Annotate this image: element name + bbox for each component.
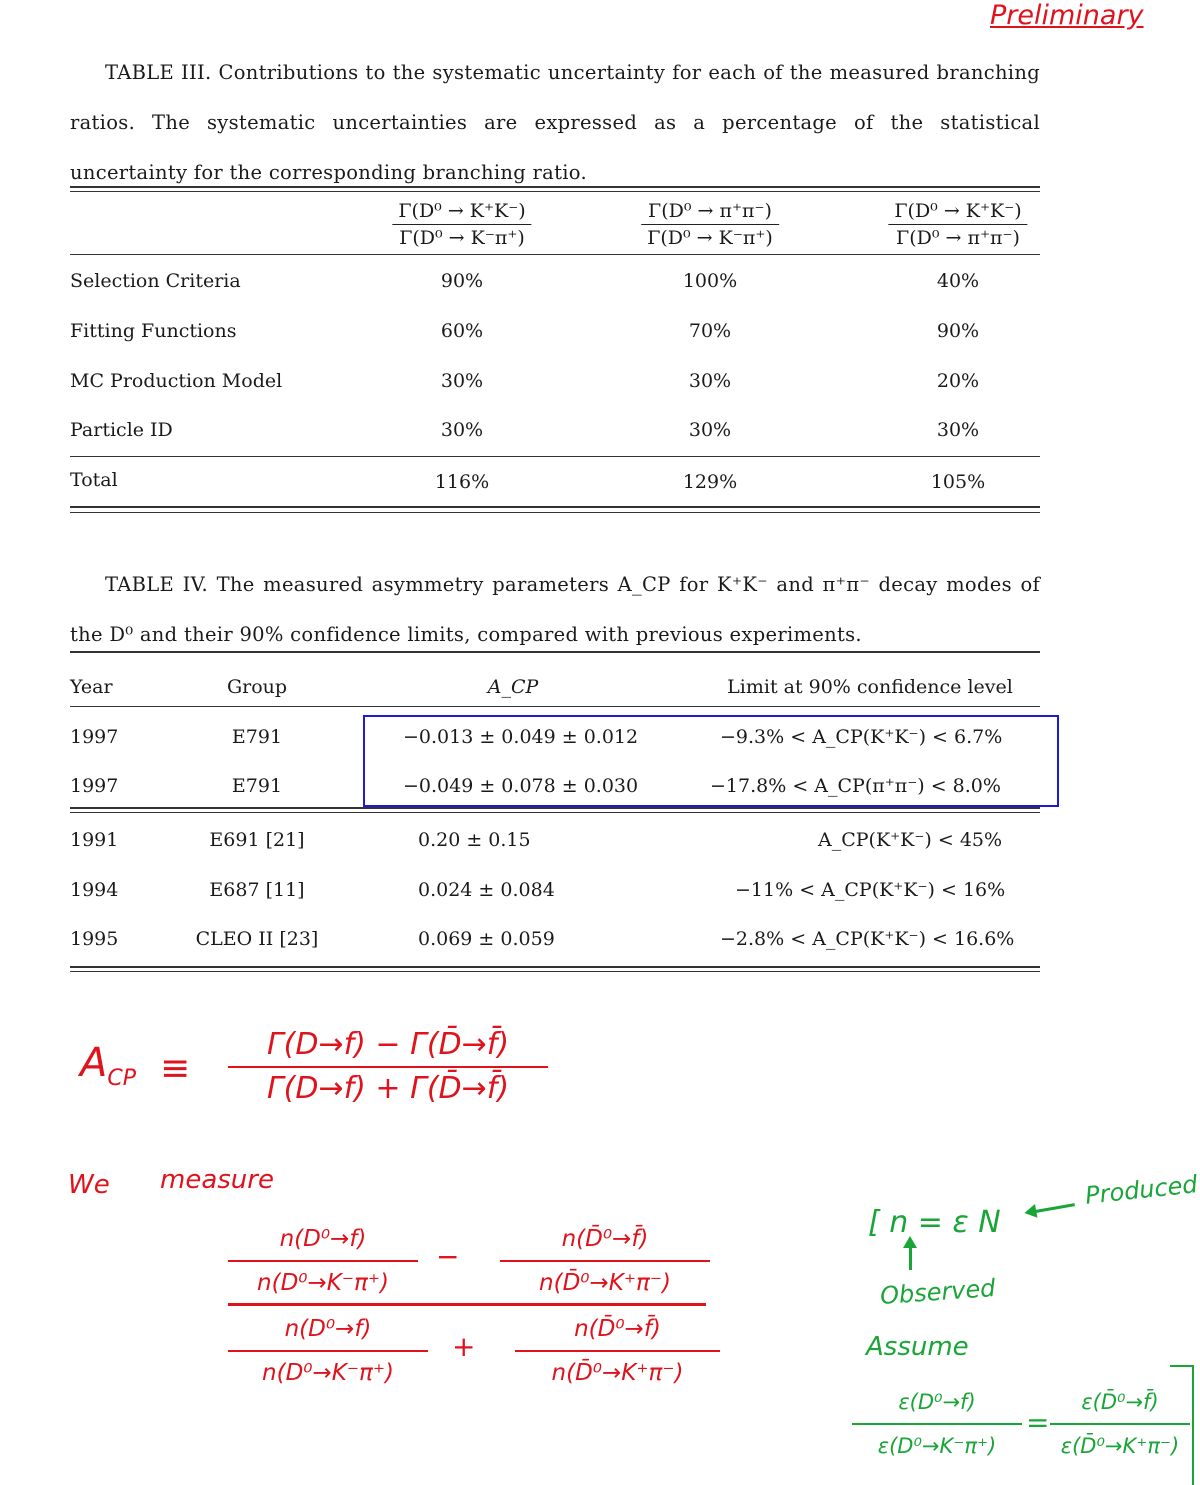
- col1-numerator: Γ(D⁰ → K⁺K⁻): [392, 198, 531, 225]
- table-cell: 90%: [936, 320, 980, 342]
- table4-top-rule: [70, 651, 1040, 653]
- cell-group: E791: [231, 726, 283, 748]
- row-label: MC Production Model: [70, 370, 283, 392]
- table-cell: 100%: [682, 270, 738, 292]
- cell-group: E687 [11]: [209, 879, 305, 901]
- fraction-line: [228, 1260, 418, 1262]
- col1-denominator: Γ(D⁰ → K⁻π⁺): [399, 227, 525, 249]
- measure-frac-c: [228, 1312, 428, 1390]
- cell-year: 1997: [70, 726, 119, 748]
- cell-year: 1994: [70, 879, 119, 901]
- table3-col2-header: [641, 198, 779, 251]
- row-label: Selection Criteria: [70, 270, 241, 292]
- frac-num: n(D⁰→f): [284, 1316, 372, 1342]
- col2-numerator: Γ(D⁰ → π⁺π⁻): [641, 198, 779, 225]
- arrow-left-icon: [1030, 1203, 1075, 1213]
- table3-total-rule: [70, 456, 1040, 457]
- acp-denominator: Γ(D→f) + Γ(D̄→f̄): [266, 1071, 510, 1106]
- frac-den: n(D̄⁰→K⁺π⁻): [551, 1360, 684, 1386]
- fraction-line: [1050, 1423, 1190, 1425]
- frac-den: n(D⁰→K⁻π⁺): [262, 1360, 394, 1386]
- table-cell: 90%: [440, 270, 484, 292]
- table3-bottom-rule-2: [70, 512, 1040, 513]
- table-cell: 30%: [440, 419, 484, 441]
- efficiency-frac-a: [852, 1385, 1022, 1463]
- fraction-line: [500, 1260, 710, 1262]
- cell-limit: −2.8% < A_CP(K⁺K⁻) < 16.6%: [720, 928, 1015, 950]
- frac-num: n(D̄⁰→f̄): [561, 1226, 649, 1252]
- row-label: Fitting Functions: [70, 320, 237, 342]
- preliminary-annotation: Preliminary: [990, 0, 1144, 31]
- produced-label: Produced: [1083, 1170, 1199, 1210]
- col3-numerator: Γ(D⁰ → K⁺K⁻): [888, 198, 1027, 225]
- header-group: Group: [226, 676, 288, 698]
- col2-denominator: Γ(D⁰ → K⁻π⁺): [647, 227, 773, 249]
- cell-year: 1997: [70, 775, 119, 797]
- table3-bottom-rule: [70, 506, 1040, 508]
- cell-year: 1995: [70, 928, 119, 950]
- cell-group: CLEO II [23]: [195, 928, 319, 950]
- total-cell: 129%: [682, 471, 738, 493]
- plus-sign: +: [452, 1330, 476, 1363]
- frac-num: ε(D⁰→f): [898, 1390, 976, 1414]
- cell-limit: −17.8% < A_CP(π⁺π⁻) < 8.0%: [710, 775, 1001, 797]
- measure-frac-d: [515, 1312, 720, 1390]
- frac-num: ε(D̄⁰→f̄): [1081, 1390, 1159, 1414]
- frac-den: n(D̄⁰→K⁺π⁻): [539, 1270, 671, 1296]
- table-cell: 60%: [440, 320, 484, 342]
- table4-mid-rule: [70, 807, 1040, 809]
- cell-group: E791: [231, 775, 283, 797]
- cell-acp: 0.024 ± 0.084: [418, 879, 555, 901]
- table-cell: 30%: [936, 419, 980, 441]
- table-cell: 30%: [688, 370, 732, 392]
- frac-num: n(D̄⁰→f̄): [574, 1316, 661, 1342]
- header-limit: Limit at 90% confidence level: [727, 676, 1013, 698]
- table3-top-rule: [70, 186, 1040, 188]
- observed-label: Observed: [879, 1274, 997, 1310]
- efficiency-relation: [ n = ε N: [868, 1205, 1001, 1240]
- fraction-line: [515, 1350, 720, 1352]
- col3-denominator: Γ(D⁰ → π⁺π⁻): [896, 227, 1020, 249]
- cell-limit: A_CP(K⁺K⁻) < 45%: [818, 829, 1003, 851]
- fraction-line: [852, 1423, 1022, 1425]
- total-cell: 116%: [434, 471, 490, 493]
- table4-mid-rule-2: [70, 812, 1040, 813]
- total-cell: 105%: [930, 471, 986, 493]
- cell-acp: −0.013 ± 0.049 ± 0.012: [403, 726, 639, 748]
- main-fraction-line: [228, 1303, 706, 1306]
- minus-sign: −: [436, 1240, 460, 1273]
- arrow-up-icon: [909, 1240, 912, 1270]
- cell-acp: 0.069 ± 0.059: [418, 928, 555, 950]
- closing-bracket: [1170, 1365, 1194, 1485]
- efficiency-frac-b: [1050, 1385, 1190, 1463]
- table-cell: 20%: [936, 370, 980, 392]
- measure-frac-a: [228, 1222, 418, 1300]
- table-cell: 30%: [440, 370, 484, 392]
- table3-header-rule: [70, 254, 1040, 255]
- cell-acp: 0.20 ± 0.15: [418, 829, 531, 851]
- table3-caption: TABLE III. Contributions to the systematic uncertainty for each of the measured branching ratios. The systematic uncertainties are expressed as a percentage of the statistical uncertainty for the corresponding branching ratio.: [70, 61, 1040, 184]
- table3-col3-header: [888, 198, 1027, 251]
- total-label: Total: [70, 469, 118, 491]
- acp-numerator: Γ(D→f) − Γ(D̄→f̄): [266, 1027, 510, 1062]
- header-year: Year: [70, 676, 113, 698]
- acp-definition: [228, 1028, 548, 1106]
- header-acp: A_CP: [487, 676, 539, 698]
- cell-limit: −9.3% < A_CP(K⁺K⁻) < 6.7%: [720, 726, 1003, 748]
- cell-year: 1991: [70, 829, 119, 851]
- table-cell: 40%: [936, 270, 980, 292]
- table-cell: 70%: [688, 320, 732, 342]
- we-label: We: [68, 1170, 110, 1200]
- fraction-line: [228, 1350, 428, 1352]
- table3-col1-header: [392, 198, 531, 251]
- cell-acp: −0.049 ± 0.078 ± 0.030: [403, 775, 639, 797]
- highlight-box: [363, 715, 1059, 807]
- frac-den: n(D⁰→K⁻π⁺): [257, 1270, 389, 1296]
- table4-header-rule: [70, 706, 1040, 707]
- measure-label: measure: [160, 1165, 274, 1195]
- fraction-line: [228, 1066, 548, 1068]
- frac-num: n(D⁰→f): [279, 1226, 367, 1252]
- measure-frac-b: [500, 1222, 710, 1300]
- frac-den: ε(D⁰→K⁻π⁺): [877, 1434, 997, 1458]
- table4-bottom-rule: [70, 966, 1040, 968]
- acp-symbol: $A_{CP}$: [80, 1040, 137, 1091]
- equiv-symbol: ≡: [160, 1048, 191, 1089]
- table4-caption: TABLE IV. The measured asymmetry parameters A_CP for K⁺K⁻ and π⁺π⁻ decay modes of the D⁰ and their 90% confidence limits, compared with previous experiments.: [70, 573, 1040, 646]
- cell-group: E691 [21]: [209, 829, 305, 851]
- row-label: Particle ID: [70, 419, 173, 441]
- cell-limit: −11% < A_CP(K⁺K⁻) < 16%: [735, 879, 1006, 901]
- table4-bottom-rule-2: [70, 971, 1040, 972]
- frac-den: ε(D̄⁰→K⁺π⁻): [1060, 1434, 1180, 1458]
- equals-sign: =: [1026, 1406, 1050, 1439]
- assume-label: Assume: [866, 1332, 969, 1362]
- table-cell: 30%: [688, 419, 732, 441]
- table3-top-rule-2: [70, 191, 1040, 192]
